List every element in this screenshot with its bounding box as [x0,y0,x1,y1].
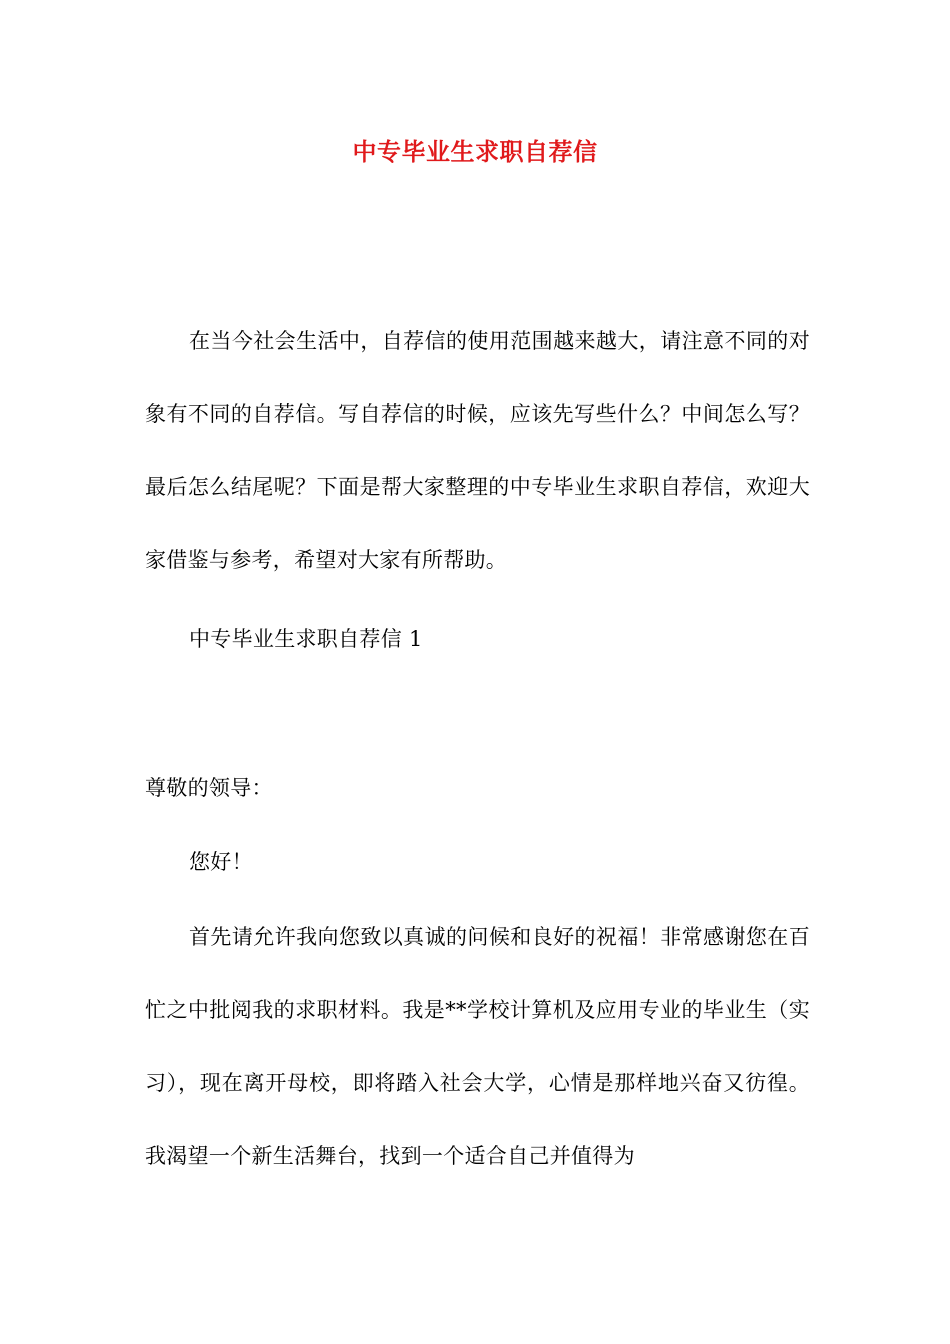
salutation-text: 尊敬的领导： [145,776,273,800]
section-heading [145,603,810,676]
section-heading-text: 中专毕业生求职自荐信 1 [189,627,423,651]
body-paragraph-text: 首先请允许我向您致以真诚的问候和良好的祝福！非常感谢您在百忙之中批阅我的求职材料。我是**学校计算机及应用专业的毕业生（实习），现在离开母校，即将踏入社会大学，心情是那样地兴奋又彷徨。我渴望一个新生活舞台，找到一个适合自己并值得为 [145,925,810,1168]
greeting-text: 您好！ [189,850,253,874]
intro-text: 在当今社会生活中，自荐信的使用范围越来越大，请注意不同的对象有不同的自荐信。写自荐信的时候，应该先写些什么？中间怎么写？最后怎么结尾呢？下面是帮大家整理的中专毕业生求职自荐信，欢迎大家借鉴与参考，希望对大家有所帮助。 [145,329,810,572]
greeting [145,826,810,899]
body-paragraph [145,901,810,1193]
intro-paragraph [145,305,810,597]
salutation [145,752,810,825]
document-title: 中专毕业生求职自荐信 [352,137,598,166]
